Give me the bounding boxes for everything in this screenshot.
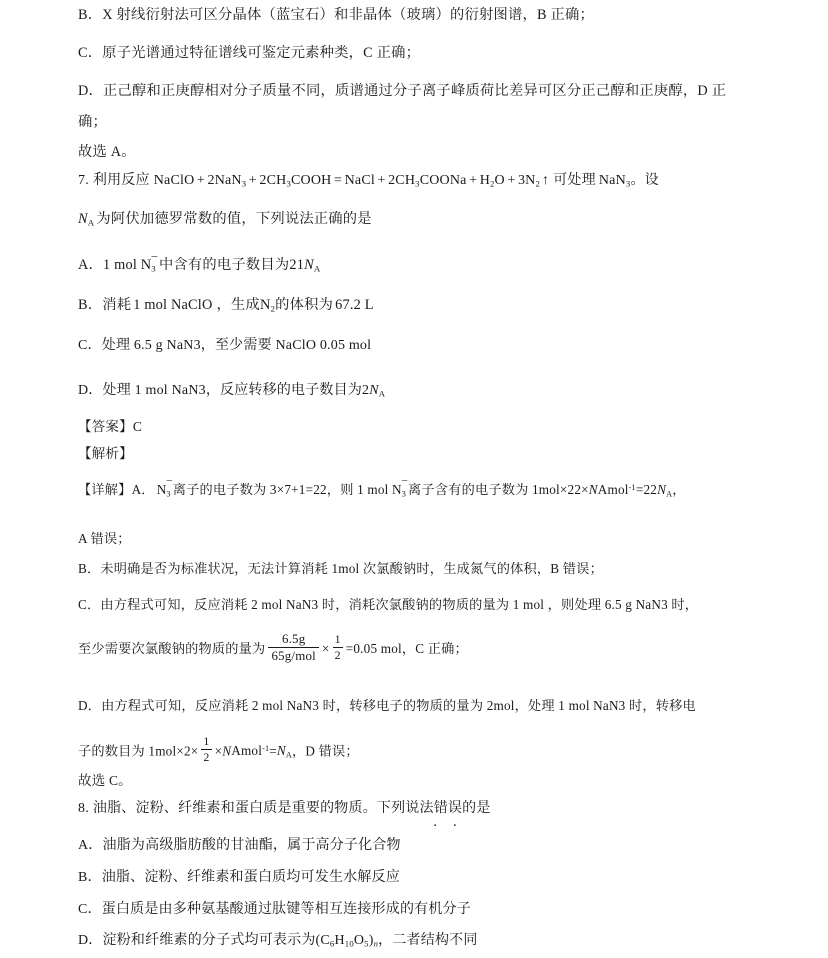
q7-option-d-text1: 处理 1 mol NaN3，反应转移的电子数目为 [102,383,363,398]
q7-analysis-label: 【解析】 [78,446,133,461]
q7-detail-d-line1: D．由方程式可知，反应消耗 2 mol NaN3 时，转移电子的物质的量为 2mol，处理 1 mol NaN3 时，转移电 [78,698,696,713]
q7-option-b-text2: 1 mol NaClO [133,297,213,313]
q7-option-a [78,249,806,275]
detail-d-prefix: 子的数目为 1mol×2× [78,743,199,759]
azide-ion-detail-2: $_3$ – [401,475,408,499]
q7-option-b-text5: 的体积为 [275,297,334,313]
q7-option-b-label: B． [78,297,103,313]
q7-answer [78,418,806,436]
detail-a-amol: Amol$^{-1}$ [597,482,636,497]
azide-ion-detail-1: $_3$ – [166,475,173,499]
q7-stem-middle: 可处理 [553,173,596,188]
fraction-denominator: 2 [203,749,210,764]
q7-option-a-label: A． [78,257,104,273]
q7-option-b-text6: 67.2 L [335,297,374,313]
q8-option-b-label: B． [78,870,102,885]
fraction-numerator: 1 [334,631,341,646]
q7-stem-prefix: 利用反应 [92,173,150,188]
detail-a-eq: =22 [635,482,658,497]
answer-label: 【答案】 [78,419,133,434]
q7-option-d-na: $N_A$ [369,383,386,399]
q8-option-b-text: 油脂、淀粉、纤维素和蛋白质均可发生水解反应 [101,870,400,885]
q8-option-c-label: C． [78,902,102,917]
q7-number: 7. [78,173,89,188]
detail-d-na2: $N_A$ [276,743,293,760]
q7-option-a-na: $N_A$ [304,257,321,274]
h-symbol: H [334,933,345,948]
q8-option-c [78,901,806,920]
close-paren: ) [368,933,374,948]
detail-a-na-symbol: N [588,482,598,497]
q7-stem-line2 [78,210,806,229]
detail-d-amol: Amol$^{-1}$ [231,743,270,759]
q8-option-a [78,837,806,856]
q8-stem-text1: 油脂、淀粉、纤维素和蛋白质是重要的物质。下列说法 [92,801,434,816]
q6-option-d-line2: 确； [78,114,107,130]
one-half-fraction [333,633,343,662]
sub-6: 6 [329,938,335,949]
q8-option-b [78,869,806,888]
q7-detail-a-line2: A 错误； [78,531,131,546]
detail-a-t2: 离子的电子数为 3×7+1=22，则 1 mol N [172,482,402,497]
q7-option-b [78,296,806,315]
q8-number: 8. [78,801,89,816]
detail-a-opt: A． [131,482,155,497]
detail-label: 【详解】 [78,482,132,497]
fraction-numerator: 6.5g [268,632,318,648]
q7-option-a-text3: 21 [289,257,305,273]
q7-detail-c-line2 [78,632,806,663]
q8-stem-text2: 的是 [462,801,491,816]
q6-conclusion: 故选 A。 [78,144,136,160]
q7-option-c [78,337,806,356]
q8-option-d-label: D． [78,933,103,948]
q7-equation: NaClO + $2NaN_3 + 2CH_3COOH$ = NaCl + $2CH_3COONa + H_2O + 3N_2$ ↑ [153,173,550,189]
q7-option-d-label: D． [78,383,103,398]
detail-d-suffix: ，D 错误； [292,743,359,759]
q8-option-a-text: 油脂为高级脂肪酸的甘油酯，属于高分子化合物 [102,838,401,853]
fraction-denominator: 65g/mol [271,647,316,663]
q8-stem [78,800,806,819]
detail-a-t1: N [156,482,167,497]
multiply-sign: × [214,743,223,759]
q6-option-b: B．X 射线衍射法可区分晶体（蓝宝石）和非晶体（玻璃）的衍射图谱，B 正确； [78,7,594,23]
q8-option-d-text5: ，二者结构不同 [378,933,478,948]
q7-detail-c-line1: C．由方程式可知，反应消耗 2 mol NaN3 时，消耗次氯酸钠的物质的量为 1 mol ，则处理 6.5 g NaN3 时， [78,597,699,612]
multiply-sign: × [321,641,330,657]
azide-ion: $_3$ – [151,249,158,274]
q7-detail-b: B．未明确是否为标准状况，无法计算消耗 1mol 次氯酸钠时，生成氮气的体积，B 错误； [78,561,603,576]
one-half-fraction [201,735,211,764]
q7-detail-a-line1 [78,475,806,499]
detail-a-na2: $N_A$ [657,482,673,499]
fraction-denominator: 2 [334,647,341,662]
detail-c-prefix: 至少需要次氯酸钠的物质的量为 [78,641,266,657]
q7-option-c-text: 处理 6.5 g NaN3，至少需要 NaClO 0.05 mol [101,338,372,353]
q6-option-c: C．原子光谱通过特征谱线可鉴定元素种类，C 正确； [78,45,421,61]
q7-option-b-text1: 消耗 [102,297,132,313]
q8-option-d [78,932,806,951]
nitrogen-gas: $N_2$ [259,297,276,314]
q7-option-d-text2: 2 [362,383,370,398]
q7-stem-species: NaN$_3$ [598,173,631,189]
detail-c-suffix: =0.05 mol，C 正确； [345,641,468,657]
q7-option-a-text1: 1 mol N [103,257,152,273]
q6-option-d-line1: D．正己醇和正庚醇相对分子质量不同，质谱通过分子离子峰质荷比差异可区分正己醇和正庚醇，D 正 [78,83,727,99]
detail-a-t3: 离子含有的电子数为 1mol×22× [408,482,589,497]
answer-value: C [132,419,143,434]
sub-5: 5 [364,938,369,949]
fraction-numerator: 1 [203,734,210,748]
avogadro-symbol: $N_A$ [78,211,95,228]
q7-detail-d-line2 [78,735,806,764]
q7-option-b-text3: ，生成 [216,297,260,313]
q7-option-c-label: C． [78,338,102,353]
q7-stem-line1 [78,172,806,191]
q7-conclusion: 故选 C。 [78,773,132,788]
q7-option-d [78,382,806,401]
q8-emphasis-word: 错误 ․ ․ [434,800,462,819]
detail-d-equals: = [269,743,277,759]
sub-n: n [373,938,379,949]
o-symbol: O [353,933,365,948]
q8-option-c-text: 蛋白质是由多种氨基酸通过肽键等相互连接形成的有机分子 [101,902,471,917]
sub-10: 10 [344,938,354,949]
q8-option-d-text1: 淀粉和纤维素的分子式均可表示为(C [102,933,330,948]
cellulose-formula [330,933,378,948]
q8-option-a-label: A． [78,838,103,853]
q7-stem-suffix: 。设 [630,173,659,188]
q7-stem-line2-text: 为阿伏加德罗常数的值，下列说法正确的是 [96,211,372,227]
detail-a-comma: ， [672,482,686,497]
q7-option-a-text2: 中含有的电子数目为 [158,257,290,273]
mass-over-molar-mass-fraction [268,632,318,663]
detail-d-na-symbol: N [222,743,232,759]
